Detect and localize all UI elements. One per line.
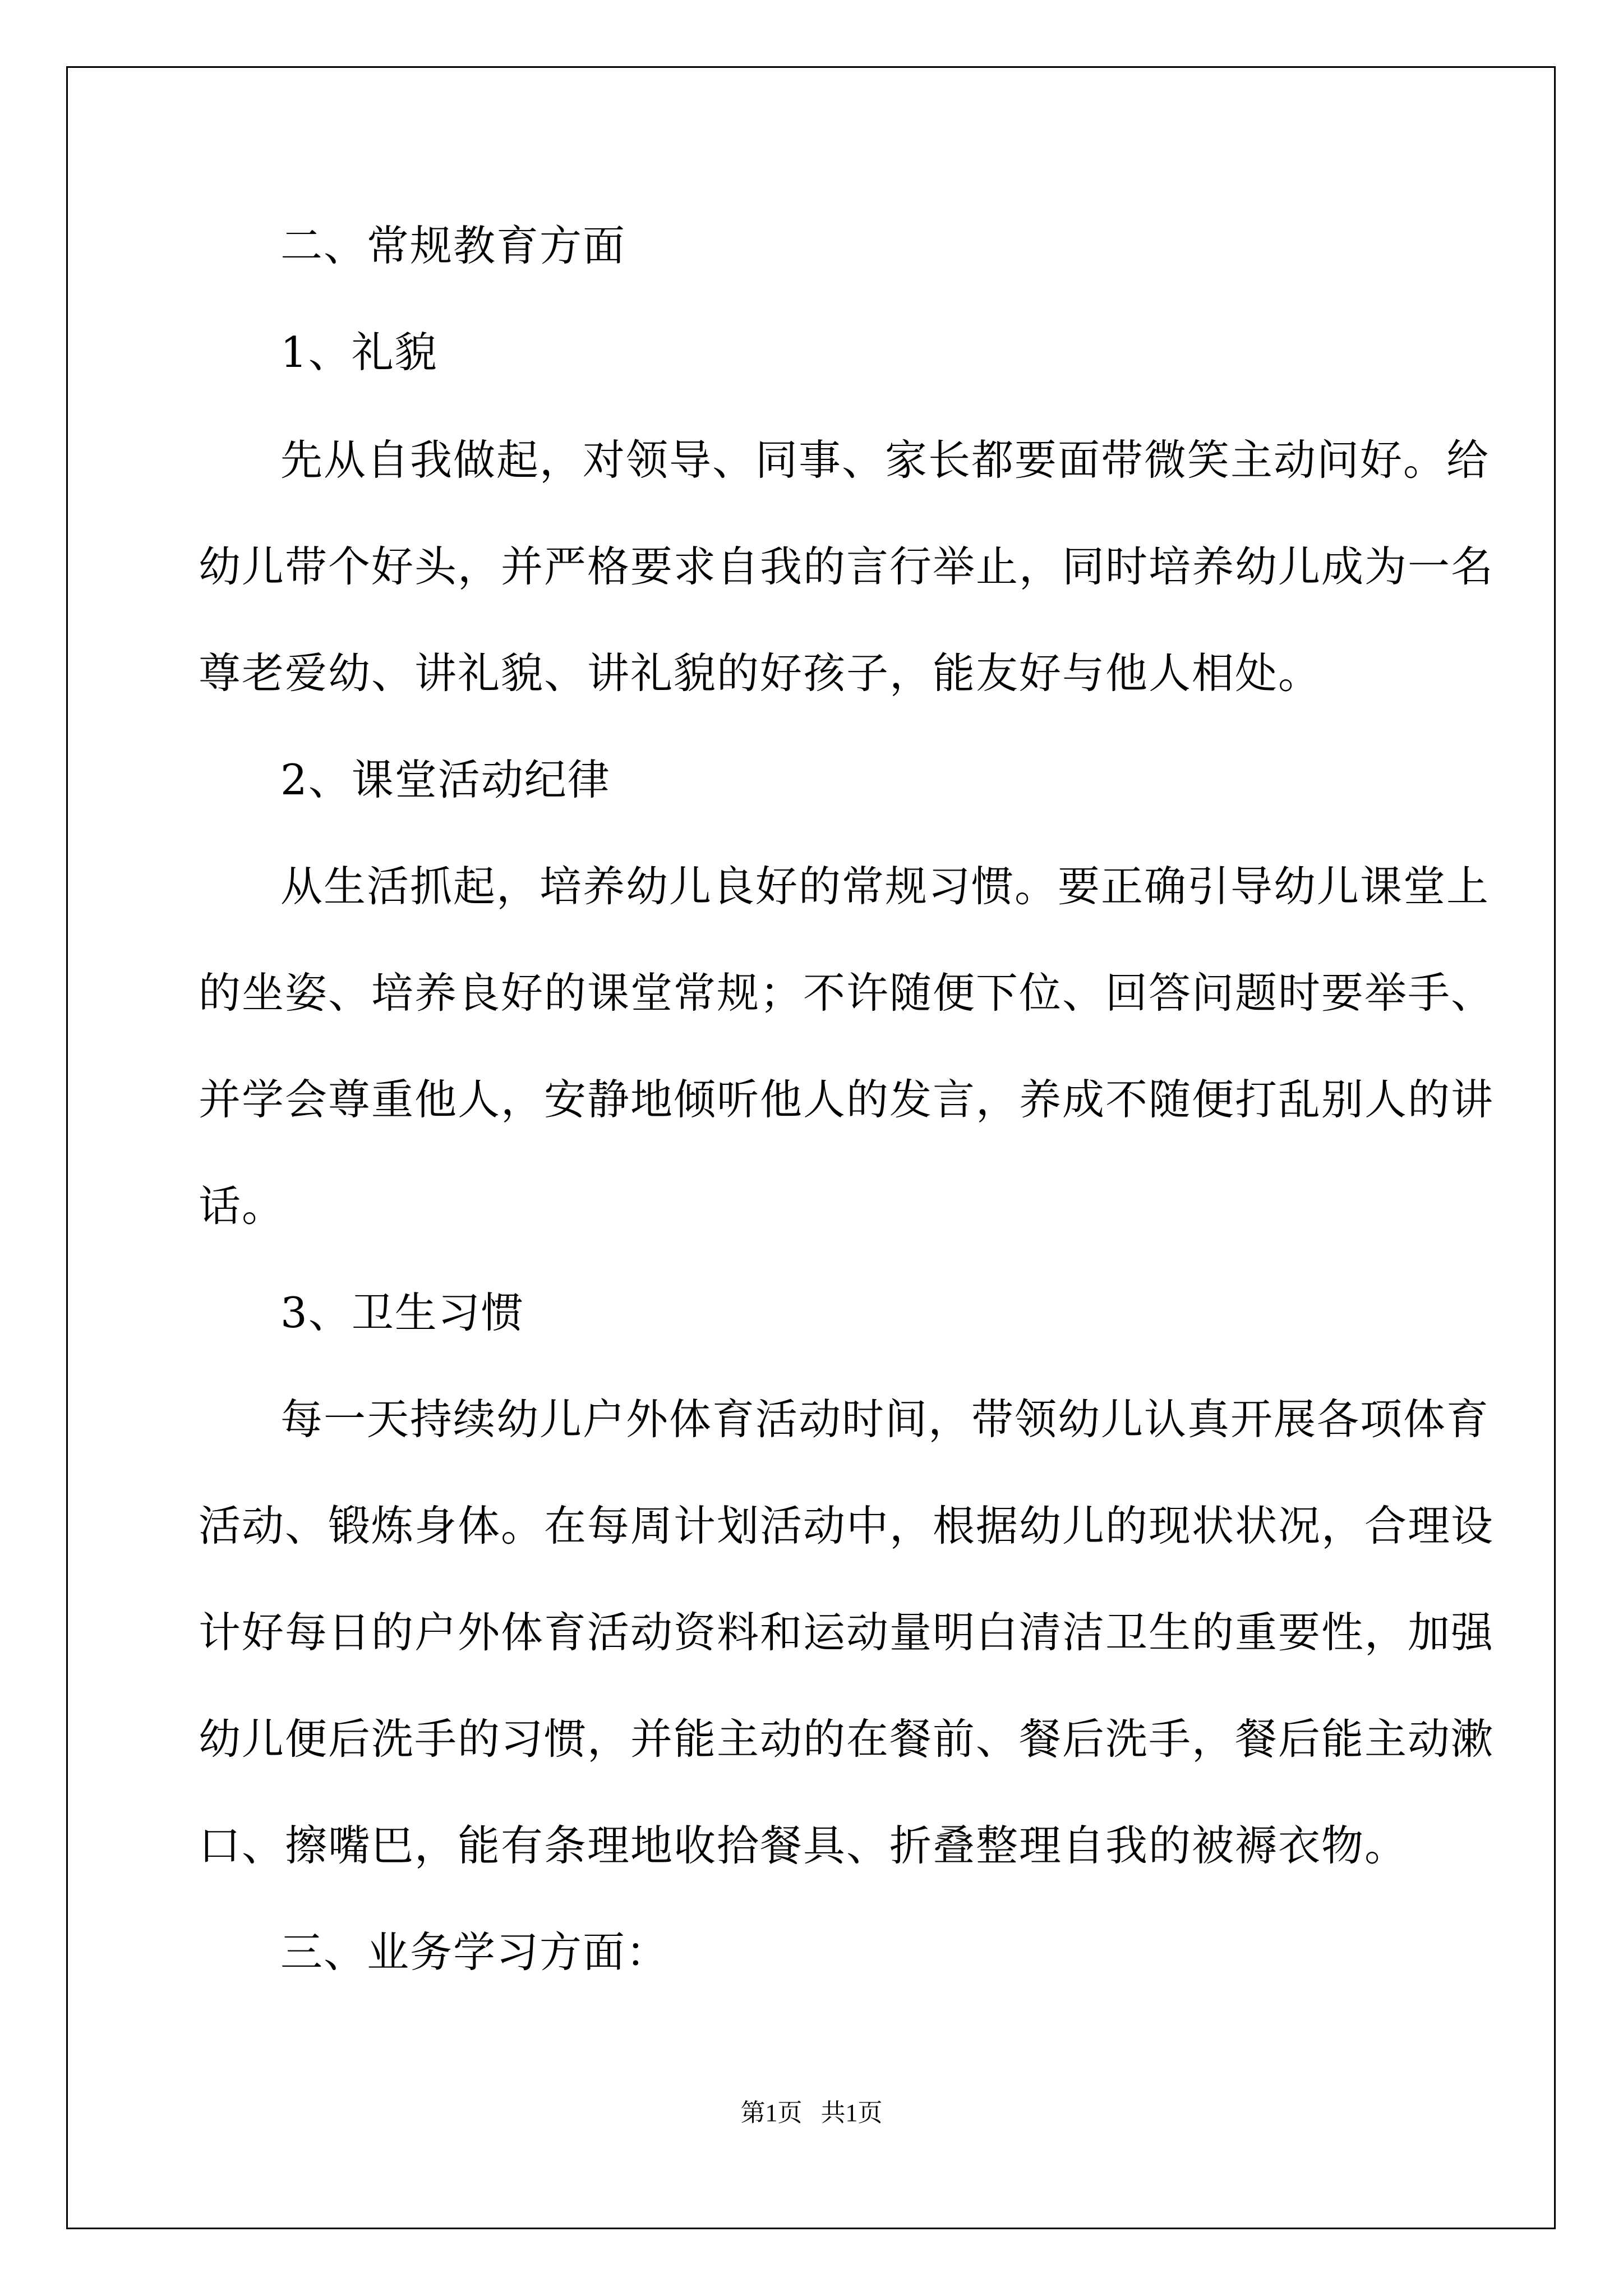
- paragraph-line: 幼儿带个好头，并严格要求自我的言行举止，同时培养幼儿成为一名: [199, 542, 1495, 591]
- paragraph-line: 并学会尊重他人，安静地倾听他人的发言，养成不随便打乱别人的讲: [199, 1075, 1495, 1124]
- subheading-hygiene-habits: 3、卫生习惯: [280, 1288, 524, 1337]
- page-number-footer: 第1页 共1页: [740, 2099, 883, 2127]
- section-heading-routine-education: 二、常规教育方面: [280, 221, 626, 270]
- paragraph-line: 口、擦嘴巴，能有条理地收拾餐具、折叠整理自我的被褥衣物。: [199, 1821, 1408, 1870]
- section-heading-professional-study: 三、业务学习方面：: [280, 1927, 670, 1977]
- paragraph-line: 活动、锻炼身体。在每周计划活动中，根据幼儿的现状状况，合理设: [199, 1501, 1495, 1550]
- page-border: [66, 66, 1556, 2229]
- paragraph-line: 计好每日的户外体育活动资料和运动量明白清洁卫生的重要性，加强: [199, 1608, 1495, 1657]
- paragraph-line: 每一天持续幼儿户外体育活动时间，带领幼儿认真开展各项体育: [280, 1395, 1490, 1444]
- paragraph-line: 的坐姿、培养良好的课堂常规；不许随便下位、回答问题时要举手、: [199, 968, 1495, 1018]
- paragraph-line: 先从自我做起，对领导、同事、家长都要面带微笑主动问好。给: [280, 435, 1490, 485]
- subheading-politeness: 1、礼貌: [280, 328, 438, 377]
- subheading-classroom-discipline: 2、课堂活动纪律: [280, 755, 611, 804]
- paragraph-line: 幼儿便后洗手的习惯，并能主动的在餐前、餐后洗手，餐后能主动漱: [199, 1714, 1495, 1764]
- paragraph-line: 话。: [199, 1181, 285, 1231]
- paragraph-line: 尊老爱幼、讲礼貌、讲礼貌的好孩子，能友好与他人相处。: [199, 648, 1322, 698]
- paragraph-line: 从生活抓起，培养幼儿良好的常规习惯。要正确引导幼儿课堂上: [280, 862, 1490, 911]
